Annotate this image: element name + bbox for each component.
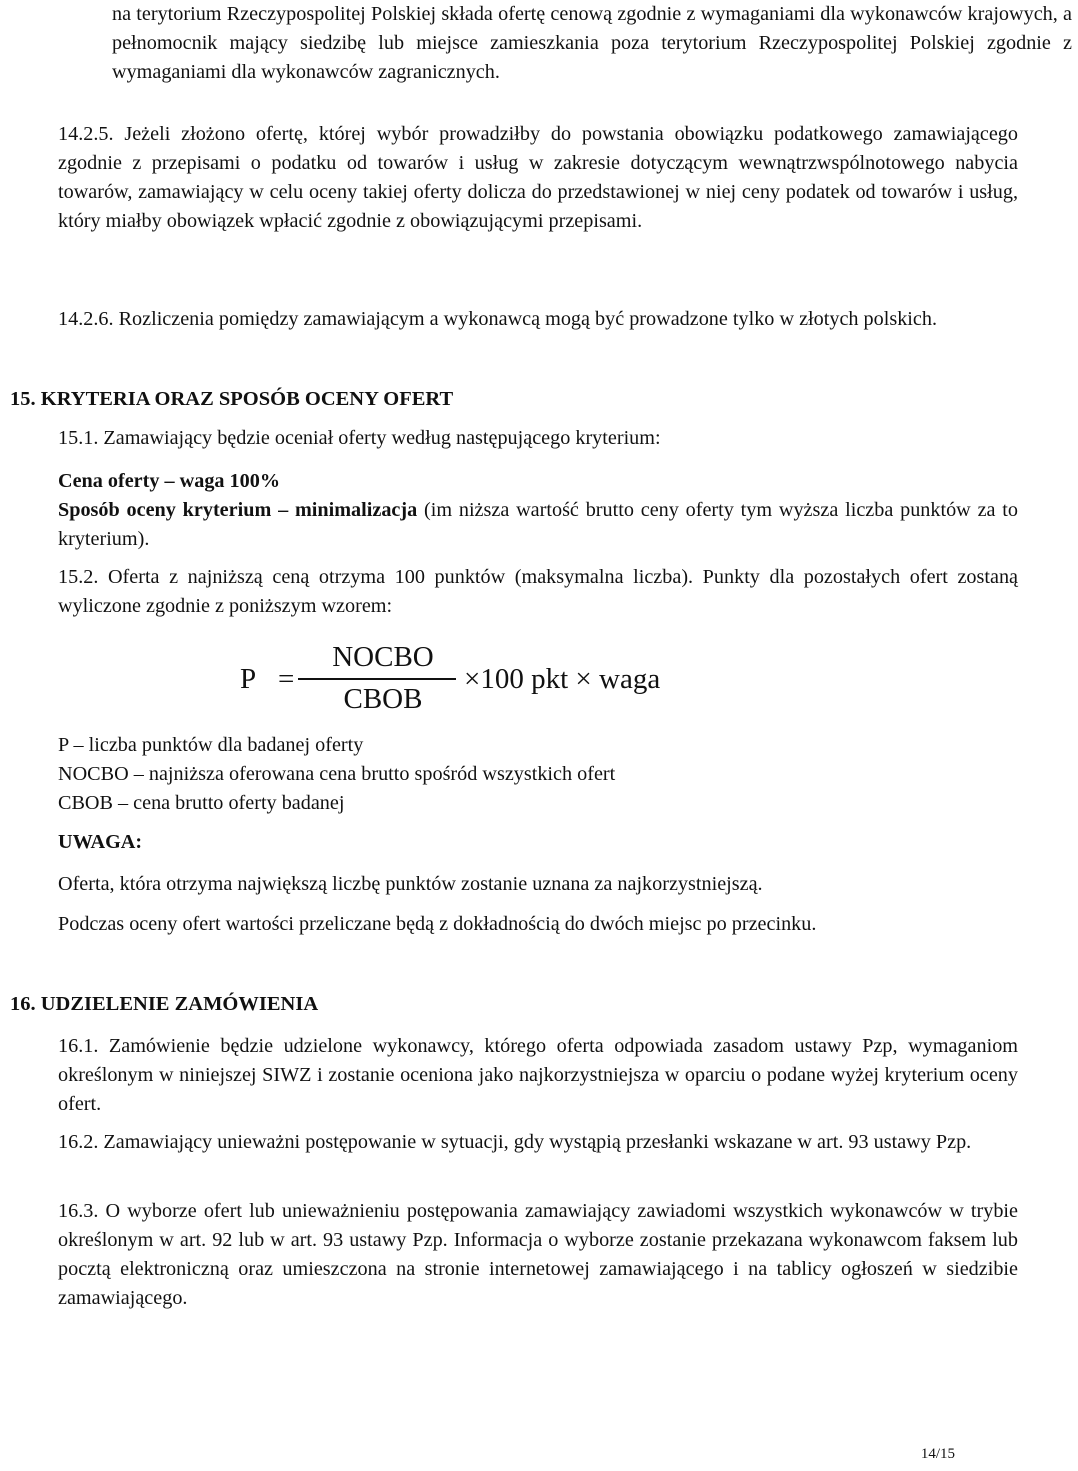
- section-15-1: 15.1. Zamawiający będzie oceniał oferty według następującego kryterium:: [58, 427, 661, 449]
- formula-equals: =: [278, 663, 295, 695]
- intro-paragraph: na terytorium Rzeczypospolitej Polskiej składa ofertę cenową zgodnie z wymaganiami dla wykonawców krajowych, a pełnomocnik mający siedzibę lub miejsce zamieszkania poza terytorium Rzeczypospolitej Polskiej zgodnie z wymaganiami dla wykonawców zagranicznych.: [112, 3, 1072, 83]
- section-14-2-6: 14.2.6. Rozliczenia pomiędzy zamawiającym a wykonawcą mogą być prowadzone tylko w złotych polskich.: [58, 308, 937, 330]
- page-number: 14/15: [920, 1446, 955, 1462]
- definition-p: P – liczba punktów dla badanej oferty: [58, 734, 364, 756]
- section-16-1: 16.1. Zamówienie będzie udzielone wykonawcy, którego oferta odpowiada zasadom ustawy Pzp, wymaganiom określonym w niniejszej SIWZ i zostanie oceniona jako najkorzystniejsza w oparciu o podane wyżej kryterium oceny ofert.: [58, 1035, 1018, 1115]
- formula-rhs: ×100 pkt × waga: [464, 663, 661, 695]
- best-offer-note: Oferta, która otrzyma największą liczbę punktów zostanie uznana za najkorzystniejszą.: [58, 873, 763, 895]
- rounding-note: Podczas oceny ofert wartości przeliczane będą z dokładnością do dwóch miejsc po przecinku.: [58, 913, 817, 935]
- criterion-method: [0, 496, 1024, 554]
- formula-lhs: P: [240, 663, 257, 695]
- section-15-2: 15.2. Oferta z najniższą ceną otrzyma 100 punktów (maksymalna liczba). Punkty dla pozostałych ofert zostaną wyliczone zgodnie z poniższym wzorem:: [58, 566, 1018, 617]
- section-16-3: 16.3. O wyborze ofert lub unieważnieniu postępowania zamawiający zawiadomi wszystkich wykonawców w trybie określonym w art. 92 lub w art. 93 ustawy Pzp. Informacja o wyborze zostanie przekazana wykonawcom faksem lub pocztą elektroniczną oraz umieszczona na stronie internetowej zamawiającego i na tablicy ogłoszeń w siedzibie zamawiającego.: [58, 1200, 1018, 1309]
- section-16-2: 16.2. Zamawiający unieważni postępowanie w sytuacji, gdy wystąpią przesłanki wskazane w art. 93 ustawy Pzp.: [58, 1131, 972, 1153]
- formula-fraction-bar: [298, 678, 456, 680]
- formula-numerator: NOCBO: [332, 641, 434, 673]
- criterion-method-label: Sposób oceny kryterium – minimalizacja: [58, 499, 418, 521]
- criterion-method-description: (im niższa wartość brutto ceny oferty tym wyższa liczba punktów za to kryterium).: [58, 499, 1018, 550]
- uwaga-label: UWAGA:: [58, 831, 143, 853]
- heading-section-15: 15. KRYTERIA ORAZ SPOSÓB OCENY OFERT: [10, 388, 454, 410]
- definition-nocbo: NOCBO – najniższa oferowana cena brutto spośród wszystkich ofert: [58, 763, 616, 785]
- criterion-price: Cena oferty – waga 100%: [58, 470, 281, 492]
- section-14-2-5: 14.2.5. Jeżeli złożono ofertę, której wybór prowadziłby do powstania obowiązku podatkowego zamawiającego zgodnie z przepisami o podatku od towarów i usług w zakresie dotyczącym wewnątrzwspólnotowego nabycia towarów, zamawiający w celu oceny takiej oferty dolicza do przedstawionej w niej ceny podatek od towarów i usług, który miałby obowiązek wpłacić zgodnie z obowiązującymi przepisami.: [58, 123, 1018, 232]
- formula-denominator: CBOB: [343, 683, 423, 715]
- definition-cbob: CBOB – cena brutto oferty badanej: [58, 792, 345, 814]
- scoring-formula: [240, 640, 660, 720]
- heading-section-16: 16. UDZIELENIE ZAMÓWIENIA: [10, 993, 319, 1015]
